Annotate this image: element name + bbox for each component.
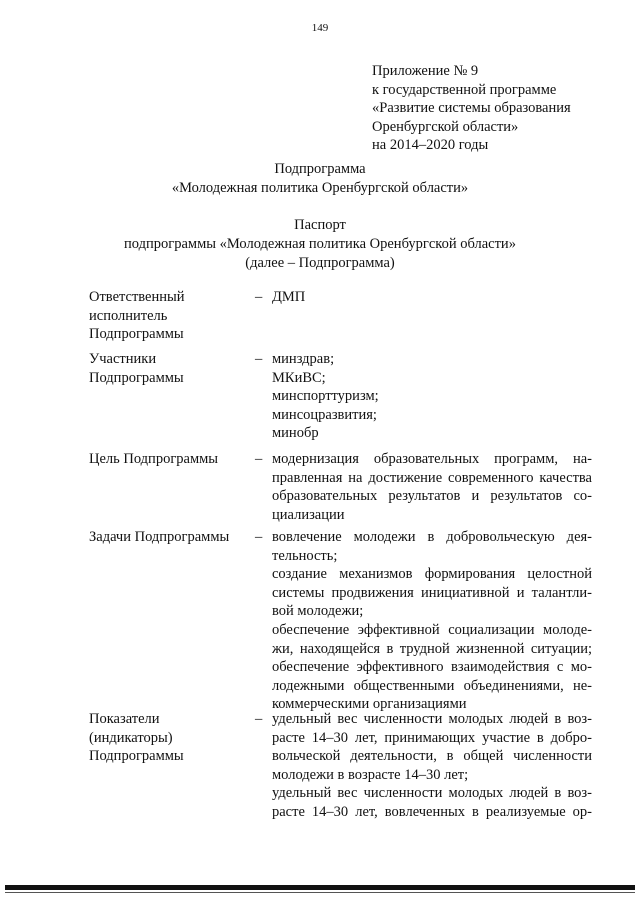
appendix-line: к государственной программе [372, 81, 557, 98]
subprogram-heading [0, 160, 640, 198]
row-dash: – [255, 289, 263, 305]
row-label-line: исполнитель [89, 307, 168, 324]
row-value [272, 350, 592, 443]
row-label-line: Подпрограммы [89, 369, 184, 386]
row-label-line: Показатели [89, 711, 160, 727]
subprogram-heading-line: «Молодежная политика Оренбургской области» [171, 180, 469, 196]
appendix-line: Оренбургской области» [372, 118, 519, 135]
row-value-line: обеспечение эффективного взаимодействия с мо- [272, 659, 592, 676]
row-value-line: вовлечение молодежи в добровольческую дея- [272, 529, 592, 545]
appendix-line: «Развитие системы образования [372, 100, 571, 117]
row-value-line: тельность; [272, 547, 338, 564]
row-value-line: правленная на достижение современного качества [272, 469, 592, 486]
passport-heading [0, 216, 640, 273]
row-value [272, 288, 592, 307]
row-value-line: минспорттуризм; [272, 388, 379, 405]
row-value-line: минсоцразвития; [272, 406, 377, 423]
row-value [272, 450, 592, 524]
row-label [89, 450, 249, 469]
appendix-header [372, 62, 632, 155]
row-label-line: Задачи Подпрограммы [89, 529, 230, 545]
scan-edge-bar [5, 885, 635, 890]
row-value-line: образовательных результатов и результатов со- [272, 488, 592, 505]
row-value-line: расте 14–30 лет, принимающих участие в добро- [272, 729, 592, 746]
row-dash: – [255, 351, 263, 367]
row-label-line: Подпрограммы [89, 748, 184, 765]
row-label-line: (индикаторы) [89, 729, 173, 746]
row-value-line: коммерческими организациями [272, 696, 467, 713]
row-value-line: удельный вес численности молодых людей в воз- [272, 711, 592, 727]
row-value-line: МКиВС; [272, 369, 326, 386]
row-label [89, 350, 249, 387]
row-label-line: Ответственный [89, 289, 185, 305]
row-label-line: Участники [89, 351, 157, 367]
row-label-line: Подпрограммы [89, 326, 184, 343]
row-label [89, 528, 249, 547]
row-value-line: удельный вес численности молодых людей в воз- [272, 785, 592, 802]
row-value-line: молодежи в возрасте 14–30 лет; [272, 766, 469, 783]
row-value [272, 710, 592, 822]
row-value-line: циализации [272, 506, 345, 523]
row-label-line: Цель Подпрограммы [89, 451, 219, 467]
row-value-line: создание механизмов формирования целостной [272, 566, 592, 583]
row-value-line: вой молодежи; [272, 603, 364, 620]
appendix-line: Приложение № 9 [372, 63, 479, 79]
row-value-line: минобр [272, 425, 319, 442]
row-value-line: вольческой деятельности, в общей численности [272, 748, 592, 765]
row-dash: – [255, 711, 263, 727]
page-number: 149 [311, 22, 329, 34]
row-value-line: системы продвижения инициативной и талантли- [272, 584, 592, 601]
row-value-line: минздрав; [272, 351, 335, 367]
scan-edge-line [5, 892, 635, 893]
row-value-line: ДМП [272, 289, 306, 305]
row-label [89, 710, 249, 766]
row-value-line: обеспечение эффективной социализации молоде- [272, 621, 592, 638]
row-dash: – [255, 451, 263, 467]
row-dash: – [255, 529, 263, 545]
row-value [272, 528, 592, 714]
passport-heading-line: подпрограммы «Молодежная политика Оренбургской области» [124, 236, 516, 252]
row-label [89, 288, 249, 344]
appendix-line: на 2014–2020 годы [372, 137, 489, 154]
row-value-line: лодежными общественными объединениями, не- [272, 677, 592, 694]
passport-heading-line: Паспорт [294, 217, 346, 233]
subprogram-heading-line: Подпрограмма [274, 161, 366, 177]
passport-heading-line: (далее – Подпрограмма) [245, 255, 395, 271]
row-value-line: жи, находящейся в трудной жизненной ситуации; [272, 640, 592, 657]
row-value-line: модернизация образовательных программ, на- [272, 451, 592, 467]
row-value-line: расте 14–30 лет, вовлеченных в реализуемые ор- [272, 803, 592, 820]
